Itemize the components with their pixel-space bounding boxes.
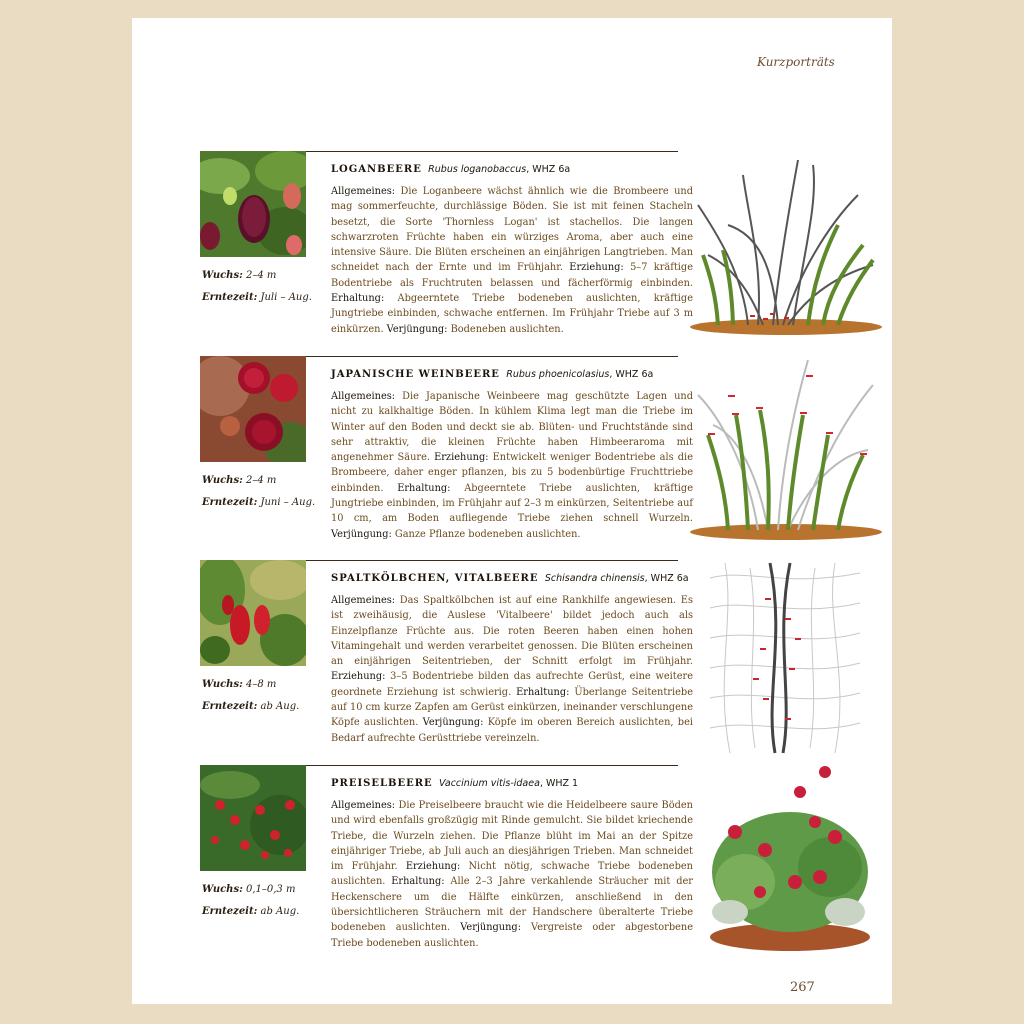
entry-text <box>331 368 693 542</box>
meta-growth: Wuchs: 0,1–0,3 m <box>202 884 296 895</box>
entry-text <box>331 163 693 337</box>
meta-growth: Wuchs: 2–4 m <box>202 270 277 281</box>
illustration-wineberry-pruning <box>688 355 883 549</box>
entry-title: PREISELBEERE Vaccinium vitis-idaea, WHZ 1 <box>331 778 579 789</box>
meta-harvest: Erntezeit: ab Aug. <box>202 701 300 712</box>
entry-body: Allgemeines: Die Preiselbeere braucht wie die Heidelbeere saure Böden und wird ebenfalls großzügig mit Rinde gemulcht. Sie bildet kriechende Triebe, die Wurzeln ziehen. Die Pflanze blüht im Mai an der Spitze einjähriger Triebe, ab Juli auch an diesjährigen Trieben. Man schneidet im Frühjahr. Erziehung: Nicht nötig, schwache Triebe bodeneben auslichten. Erhaltung: Alle 2–3 Jahre verkahlende Sträucher mit der Heckenschere um die Hälfte einkürzen, anschließend in den übersichtlicheren Sträuchern mit der Handschere überalterte Triebe bodeneben auslichten. Verjüngung: Vergreiste oder abgestorbene Triebe bodeneben auslichten. <box>331 800 693 949</box>
illustration-loganberry-pruning <box>688 155 883 344</box>
entry-title: JAPANISCHE WEINBEERE Rubus phoenicolasius, WHZ 6a <box>331 369 654 380</box>
section-rule <box>306 151 678 152</box>
entry-text <box>331 572 693 746</box>
section-rule <box>306 356 678 357</box>
photo-wineberry <box>200 356 306 462</box>
entry-title: LOGANBEERE Rubus loganobaccus, WHZ 6a <box>331 164 571 175</box>
section-rule <box>306 765 678 766</box>
running-head: Kurzporträts <box>757 55 835 69</box>
entry-text <box>331 777 693 951</box>
section-rule <box>306 560 678 561</box>
photo-schisandra <box>200 560 306 666</box>
meta-growth: Wuchs: 4–8 m <box>202 679 277 690</box>
entry-title: SPALTKÖLBCHEN, VITALBEERE Schisandra chinensis, WHZ 6a <box>331 573 689 584</box>
photo-loganberry <box>200 151 306 257</box>
meta-harvest: Erntezeit: Juli – Aug. <box>202 292 312 303</box>
entry-body: Allgemeines: Die Japanische Weinbeere mag geschützte Lagen und nicht zu kalkhaltige Böden. In kühlem Klima legt man die Triebe im Winter auf den Boden und deckt sie ab. Blüten- und Fruchtstände sind sehr attraktiv, die kleinen Früchte haben Himbeeraroma mit angenehmer Säure. Erziehung: Entwickelt weniger Bodentriebe als die Brombeere, daher enger pflanzen, bis zu 5 bodenbürtige Fruchttriebe einbinden. Erhaltung: Abgeerntete Triebe auslichten, kräftige Jungtriebe einbinden, im Frühjahr auf 2–3 m einkürzen, Seitentriebe auf 10 cm, am Boden aufliegende Triebe ziehen schnell Wurzeln. Verjüngung: Ganze Pflanze bodeneben auslichten. <box>331 391 693 540</box>
entry-body: Allgemeines: Die Loganbeere wächst ähnlich wie die Brombeere und mag sommerfeuchte, durchlässige Böden. Sie ist mit feinen Stacheln besetzt, die Sorte 'Thornless Logan' ist stachellos. Die langen schwarzroten Früchte haben ein würziges Aroma, aber auch eine intensive Säure. Die Blüten erscheinen an einjährigen Langtrieben. Man schneidet nach der Ernte und im Frühjahr. Erziehung: 5–7 kräftige Bodentriebe als Fruchtruten belassen und fächerförmig einbinden. Erhaltung: Abgeerntete Triebe bodeneben auslichten, kräftige Jungtriebe einbinden, schwache entfernen. Im Frühjahr Triebe auf 3 m einkürzen. Verjüngung: Bodeneben auslichten. <box>331 186 693 335</box>
photo-lingonberry <box>200 765 306 871</box>
illustration-schisandra-pruning <box>705 558 865 762</box>
illustration-lingonberry-pruning <box>705 762 875 961</box>
entry-body: Allgemeines: Das Spaltkölbchen ist auf eine Rankhilfe angewiesen. Es ist zweihäusig, die Auslese 'Vitalbeere' bildet jedoch auch als Einzelpflanze Früchte aus. Die roten Beeren haben einen hohen Vitamingehalt und werden verarbeitet genossen. Die Blüten erscheinen an einjährigen Seitentrieben, der Schnitt erfolgt im Frühjahr. Erziehung: 3–5 Bodentriebe bilden das aufrechte Gerüst, eine weitere geordnete Erziehung ist schwierig. Erhaltung: Überlange Seitentriebe auf 10 cm kurze Zapfen am Gerüst einkürzen, ineinander verschlungene Köpfe auslichten. Verjüngung: Köpfe im oberen Bereich auslichten, bei Bedarf aufrechte Gerüsttriebe vereinzeln. <box>331 595 694 744</box>
meta-harvest: Erntezeit: Juni – Aug. <box>202 497 316 508</box>
page-number: 267 <box>790 980 815 995</box>
meta-growth: Wuchs: 2–4 m <box>202 475 277 486</box>
meta-harvest: Erntezeit: ab Aug. <box>202 906 300 917</box>
